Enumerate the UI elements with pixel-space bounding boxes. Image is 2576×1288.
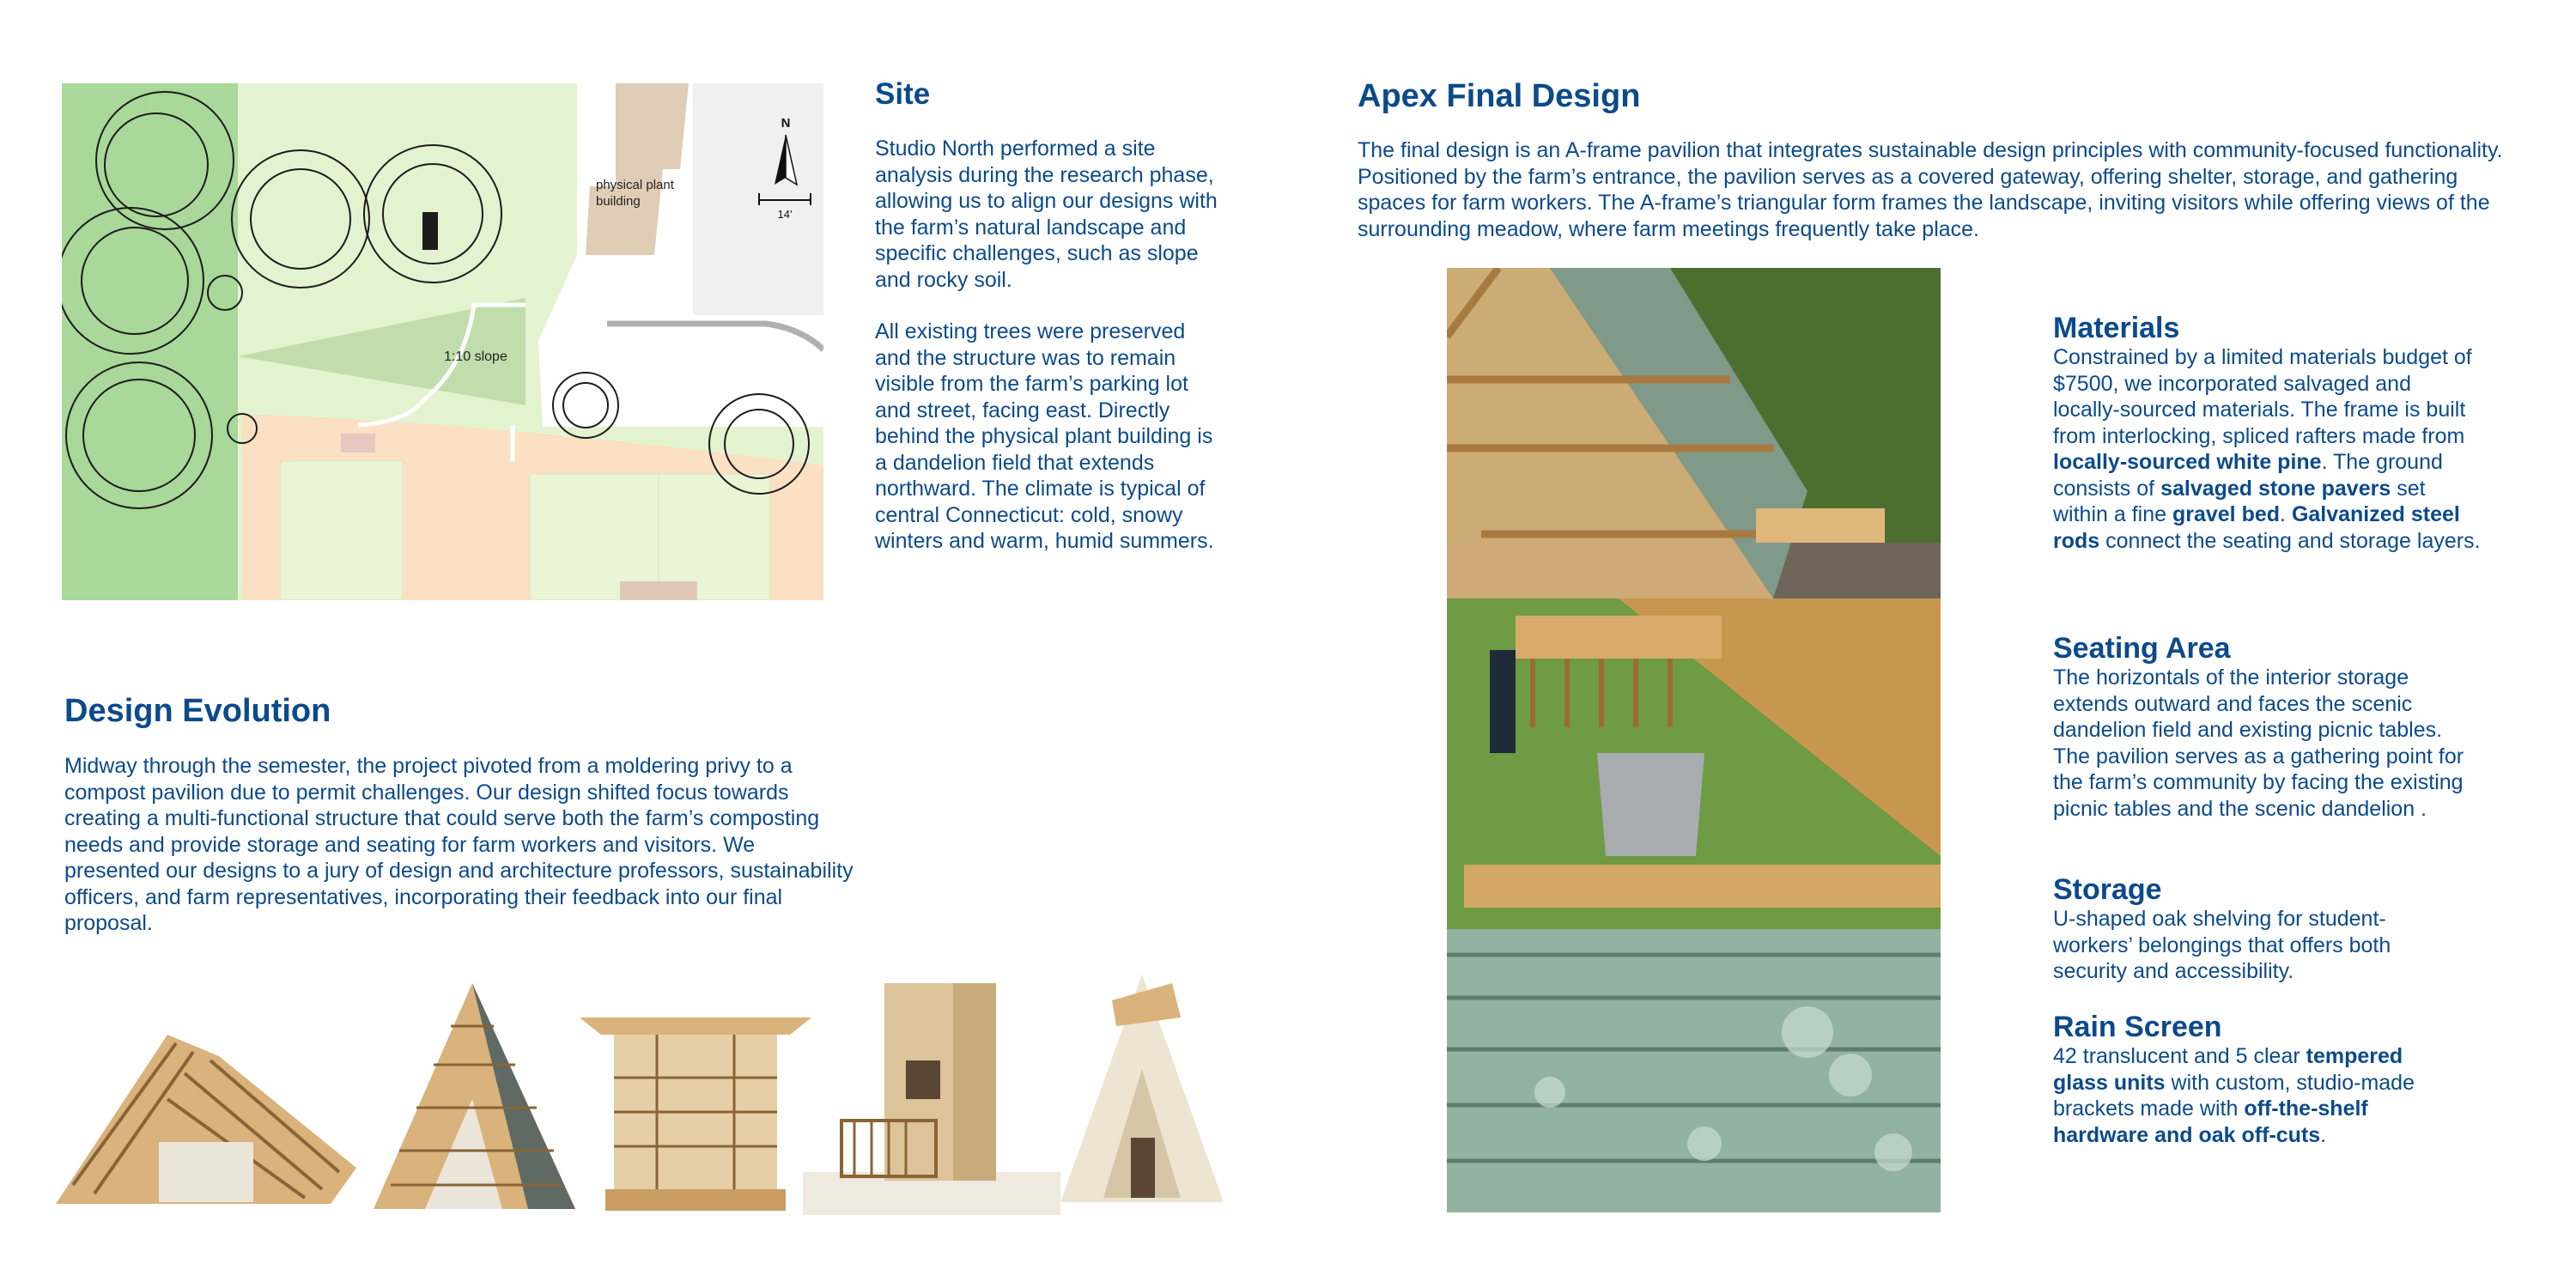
design-evolution-paragraph: Midway through the semester, the project pivoted from a moldering privy to a compost pavilion due to permit challenges. Our design shifted focus towards creating a multi-functional structure that could serve both the farm’s composting needs and provide storage and seating for farm workers and visitors. We presented our designs to a jury of design and architecture professors, sustainability officers, and farm representatives, incorporating their feedback into our final proposal. — [64, 754, 854, 935]
materials-text-4: . — [2280, 502, 2292, 526]
model-photo-2 — [365, 979, 584, 1215]
model-photo-4 — [803, 975, 1060, 1215]
site-paragraph-2: All existing trees were preserved and the structure was to remain visible from the farm’s parking lot and street, facing east. Directly behind the physical plant building is a dandelion field that extends northward. The climate is typical of central Connecticut: cold, snowy winters and warm, humid summers. — [875, 319, 1214, 553]
storage-paragraph: U-shaped oak shelving for student-workers’ belongings that offers both security and accessibility. — [2053, 907, 2391, 983]
seating-paragraph: The horizontals of the interior storage extends outward and faces the scenic dandelion field and existing picnic tables. The pavilion serves as a gathering point for the farm’s community by facing the existing picnic tables and the scenic dandelion . — [2053, 665, 2464, 821]
north-label: N — [781, 116, 791, 131]
rain-screen-bold-1: tempered glass units — [2053, 1044, 2403, 1095]
site-plan-drawing — [62, 83, 823, 600]
materials-bold-2: salvaged stone pavers — [2160, 476, 2391, 501]
materials-heading: Materials — [2053, 312, 2180, 344]
materials-text-2: . The ground consists of — [2053, 450, 2443, 501]
pavilion-photo-exterior-drawing — [1447, 268, 1941, 598]
rain-screen-bold-2: off-the-shelf hardware and oak off-cuts — [2053, 1097, 2368, 1147]
storage-photo-bucket — [1447, 598, 1941, 929]
materials-bold-1: locally-sourced white pine — [2053, 450, 2322, 474]
storage-heading: Storage — [2053, 873, 2162, 906]
site-paragraph-1: Studio North performed a site analysis during the research phase, allowing us to align our designs with the farm’s natural landscape and specific challenges, such as slope and rocky soil. — [875, 137, 1218, 292]
apex-heading: Apex Final Design — [1358, 78, 1641, 114]
pavilion-photo-exterior — [1447, 268, 1941, 598]
materials-text-3: set within a fine — [2053, 476, 2426, 526]
materials-bold-3: gravel bed — [2172, 502, 2281, 526]
materials-bold-4: Galvanized steel rods — [2053, 502, 2460, 553]
slope-label: 1:10 slope — [444, 349, 507, 364]
apex-paragraph: The final design is an A-frame pavilion that integrates sustainable design principles with community-focused functionality. Positioned by the farm’s entrance, the pavilion serves as a covered gateway, offering shelter, storage, and gathering spaces for farm workers. The A-frame’s triangular form frames the landscape, inviting visitors while offering views of the surrounding meadow, where farm meetings frequently take place. — [1358, 138, 2503, 241]
rain-screen-heading: Rain Screen — [2053, 1011, 2222, 1043]
model-photo-5 — [1052, 966, 1236, 1211]
rain-screen-photo — [1447, 929, 1941, 1212]
site-heading: Site — [875, 77, 931, 111]
materials-text-1: Constrained by a limited materials budget of $7500, we incorporated salvaged and locally-sourced materials. The frame is built from interlocking, spliced rafters made from — [2053, 345, 2472, 448]
rain-screen-text-2: with custom, studio-made brackets made with — [2053, 1070, 2415, 1121]
rain-screen-text-3: . — [2320, 1122, 2327, 1147]
materials-text-5: connect the seating and storage layers. — [2099, 528, 2481, 553]
seating-heading: Seating Area — [2053, 632, 2231, 665]
building-label-line2: building — [596, 194, 641, 209]
site-plan-map — [62, 83, 823, 600]
building-label-line1: physical plant — [596, 178, 674, 192]
design-evolution-heading: Design Evolution — [64, 693, 331, 729]
rain-screen-photo-drawing — [1447, 929, 1941, 1212]
site-text — [875, 136, 1218, 555]
storage-photo-bucket-drawing — [1447, 598, 1941, 929]
materials-paragraph — [2053, 344, 2482, 554]
scale-label: 14' — [777, 208, 793, 221]
model-photo-3 — [580, 1009, 811, 1215]
rain-screen-paragraph — [2053, 1043, 2457, 1148]
model-photo-1 — [47, 1022, 365, 1211]
rain-screen-text-1: 42 translucent and 5 clear — [2053, 1044, 2306, 1068]
